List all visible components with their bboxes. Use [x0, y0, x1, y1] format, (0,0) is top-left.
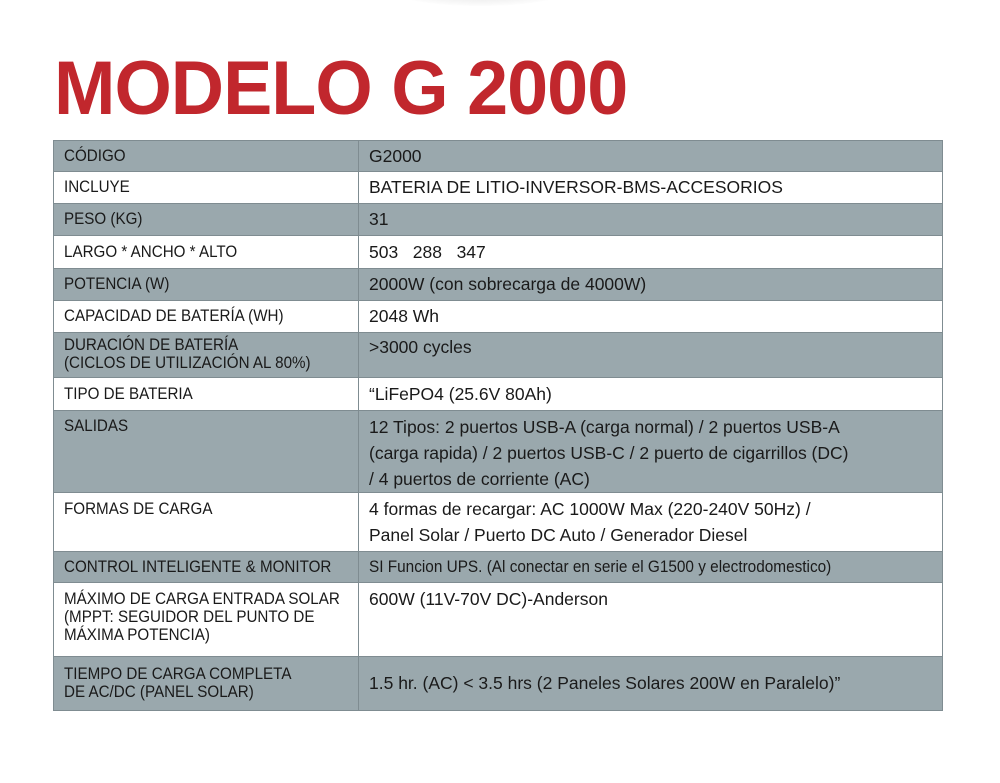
table-row [54, 657, 943, 711]
spec-value-cell [359, 269, 943, 301]
table-row [54, 552, 943, 583]
spec-table [53, 140, 943, 711]
table-row [54, 172, 943, 204]
spec-label: TIPO DE BATERIA [64, 384, 193, 403]
spec-value-cell [359, 172, 943, 204]
spec-label-cell [54, 378, 359, 411]
spec-value: >3000 cycles [369, 337, 472, 357]
spec-label: INCLUYE [64, 178, 130, 196]
spec-label-cell [54, 172, 359, 204]
spec-label: PESO (KG) [64, 210, 143, 228]
spec-label-cell [54, 411, 359, 493]
spec-label-cell [54, 333, 359, 378]
spec-label: CONTROL INTELIGENTE & MONITOR [64, 557, 332, 576]
spec-label: DURACIÓN DE BATERÍA (CICLOS DE UTILIZACIÓN AL 80%) [64, 336, 311, 372]
spec-label: SALIDAS [64, 417, 129, 435]
table-row [54, 141, 943, 172]
spec-label: CÓDIGO [64, 146, 126, 165]
spec-value: “LiFePO4 (25.6V 80Ah) [369, 383, 552, 404]
spec-value-cell [359, 141, 943, 172]
spec-value-cell [359, 552, 943, 583]
table-row [54, 204, 943, 236]
spec-value-cell [359, 583, 943, 657]
spec-value: 2000W (con sobrecarga de 4000W) [369, 274, 647, 294]
spec-label: LARGO * ANCHO * ALTO [64, 242, 238, 261]
spec-value: 503 288 347 [369, 241, 486, 262]
spec-label-cell [54, 236, 359, 269]
spec-value: SI Funcion UPS. (Al conectar en serie el G1500 y electrodomestico) [369, 557, 832, 576]
spec-value: G2000 [369, 145, 422, 166]
spec-value: 12 Tipos: 2 puertos USB-A (carga normal) / 2 puertos USB-A (carga rapida) / 2 puertos USB-C / 2 puerto de cigarrillos (DC) / 4 puertos de corriente (AC) [369, 417, 849, 489]
table-row [54, 333, 943, 378]
spec-value-cell [359, 657, 943, 711]
table-row [54, 493, 943, 552]
spec-value: 2048 Wh [369, 306, 440, 326]
page-title: MODELO G 2000 [54, 46, 628, 131]
spec-value-cell [359, 411, 943, 493]
spec-value: BATERIA DE LITIO-INVERSOR-BMS-ACCESORIOS [369, 177, 783, 197]
table-row [54, 411, 943, 493]
table-row [54, 236, 943, 269]
spec-value-cell [359, 301, 943, 333]
spec-value: 4 formas de recargar: AC 1000W Max (220-240V 50Hz) / Panel Solar / Puerto DC Auto / Generador Diesel [369, 499, 811, 545]
spec-label: POTENCIA (W) [64, 275, 170, 293]
spec-label-cell [54, 301, 359, 333]
spec-value: 600W (11V-70V DC)-Anderson [369, 589, 608, 609]
spec-label-cell [54, 657, 359, 711]
spec-label: CAPACIDAD DE BATERÍA (WH) [64, 307, 284, 325]
spec-value: 1.5 hr. (AC) < 3.5 hrs (2 Paneles Solares 200W en Paralelo)” [369, 673, 841, 693]
spec-value: 31 [369, 209, 389, 229]
spec-label-cell [54, 141, 359, 172]
spec-label-cell [54, 269, 359, 301]
spec-label: FORMAS DE CARGA [64, 500, 213, 518]
spec-value-cell [359, 333, 943, 378]
table-row [54, 583, 943, 657]
spec-label-cell [54, 204, 359, 236]
table-row [54, 269, 943, 301]
spec-label: MÁXIMO DE CARGA ENTRADA SOLAR (MPPT: SEGUIDOR DEL PUNTO DE MÁXIMA POTENCIA) [64, 590, 340, 644]
spec-value-cell [359, 493, 943, 552]
spec-label-cell [54, 552, 359, 583]
spec-label-cell [54, 493, 359, 552]
spec-value-cell [359, 378, 943, 411]
table-row [54, 378, 943, 411]
spec-label-cell [54, 583, 359, 657]
table-row [54, 301, 943, 333]
decorative-shadow [390, 0, 570, 6]
spec-label: TIEMPO DE CARGA COMPLETA DE AC/DC (PANEL SOLAR) [64, 665, 292, 701]
spec-value-cell [359, 204, 943, 236]
spec-value-cell [359, 236, 943, 269]
